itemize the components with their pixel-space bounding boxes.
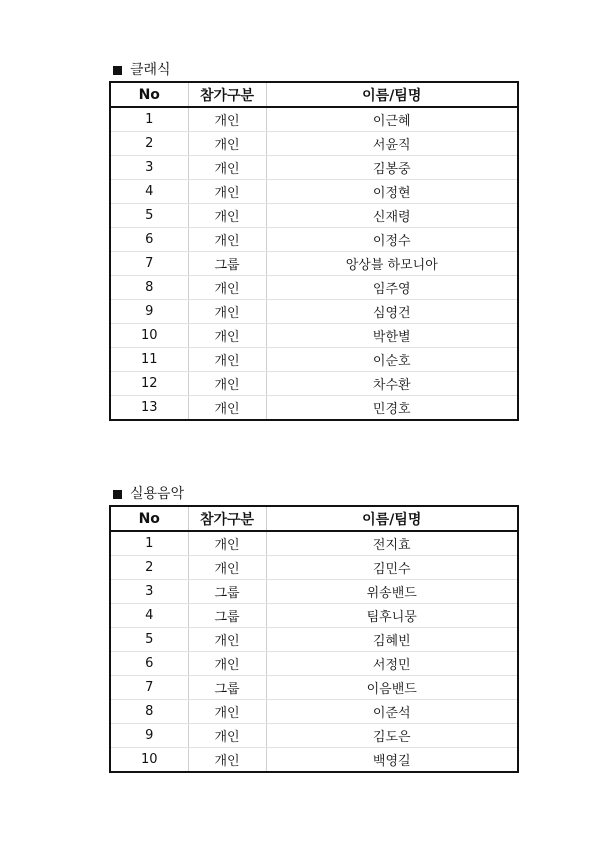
- table-row: [110, 628, 518, 652]
- section-title-classic: 클래식: [130, 62, 171, 78]
- table-row: [110, 531, 518, 556]
- section-heading-classic: [113, 60, 517, 80]
- column-header-no: No: [110, 506, 188, 531]
- cell-name: 이음밴드: [266, 676, 518, 700]
- cell-no: 10: [110, 748, 188, 773]
- cell-name: 심영건: [266, 300, 518, 324]
- cell-no: 4: [110, 604, 188, 628]
- cell-name: 김도은: [266, 724, 518, 748]
- cell-type: 그룹: [188, 604, 266, 628]
- cell-no: 8: [110, 276, 188, 300]
- cell-type: 개인: [188, 300, 266, 324]
- cell-type: 개인: [188, 204, 266, 228]
- cell-type: 개인: [188, 372, 266, 396]
- table-body-classic: [110, 107, 518, 420]
- column-header-type: 참가구분: [188, 506, 266, 531]
- cell-name: 민경호: [266, 396, 518, 421]
- cell-name: 김민수: [266, 556, 518, 580]
- cell-no: 3: [110, 580, 188, 604]
- cell-type: 그룹: [188, 252, 266, 276]
- cell-name: 임주영: [266, 276, 518, 300]
- table-header-row: [110, 82, 518, 107]
- cell-name: 서정민: [266, 652, 518, 676]
- cell-no: 2: [110, 556, 188, 580]
- cell-name: 팀후니뭉: [266, 604, 518, 628]
- table-row: [110, 748, 518, 773]
- table-row: [110, 580, 518, 604]
- cell-no: 4: [110, 180, 188, 204]
- cell-type: 그룹: [188, 580, 266, 604]
- cell-no: 1: [110, 531, 188, 556]
- participants-table-practical: [109, 505, 519, 773]
- table-row: [110, 180, 518, 204]
- cell-type: 개인: [188, 748, 266, 773]
- cell-name: 이순호: [266, 348, 518, 372]
- cell-name: 차수환: [266, 372, 518, 396]
- table-row: [110, 652, 518, 676]
- table-row: [110, 300, 518, 324]
- cell-name: 백영길: [266, 748, 518, 773]
- section-heading-practical: [113, 484, 517, 504]
- cell-type: 개인: [188, 700, 266, 724]
- cell-no: 3: [110, 156, 188, 180]
- cell-name: 앙상블 하모니아: [266, 252, 518, 276]
- cell-name: 서윤직: [266, 132, 518, 156]
- cell-no: 9: [110, 300, 188, 324]
- table-row: [110, 324, 518, 348]
- cell-type: 개인: [188, 107, 266, 132]
- table-row: [110, 604, 518, 628]
- cell-no: 2: [110, 132, 188, 156]
- practical-music-section: [109, 484, 517, 773]
- table-row: [110, 156, 518, 180]
- cell-no: 11: [110, 348, 188, 372]
- cell-name: 위송밴드: [266, 580, 518, 604]
- table-row: [110, 228, 518, 252]
- table-row: [110, 396, 518, 421]
- column-header-type: 참가구분: [188, 82, 266, 107]
- classic-section: [109, 60, 517, 421]
- cell-name: 신재령: [266, 204, 518, 228]
- cell-type: 개인: [188, 348, 266, 372]
- table-row: [110, 676, 518, 700]
- cell-type: 개인: [188, 531, 266, 556]
- cell-type: 개인: [188, 324, 266, 348]
- cell-name: 이근혜: [266, 107, 518, 132]
- column-header-name: 이름/팀명: [266, 506, 518, 531]
- table-row: [110, 107, 518, 132]
- table-row: [110, 372, 518, 396]
- cell-no: 5: [110, 628, 188, 652]
- table-header-row: [110, 506, 518, 531]
- table-row: [110, 724, 518, 748]
- cell-no: 10: [110, 324, 188, 348]
- cell-no: 7: [110, 252, 188, 276]
- cell-type: 개인: [188, 396, 266, 421]
- cell-no: 7: [110, 676, 188, 700]
- cell-type: 개인: [188, 724, 266, 748]
- table-row: [110, 276, 518, 300]
- cell-type: 개인: [188, 276, 266, 300]
- cell-no: 6: [110, 652, 188, 676]
- cell-type: 개인: [188, 652, 266, 676]
- black-square-bullet-icon: [113, 490, 122, 499]
- column-header-no: No: [110, 82, 188, 107]
- cell-name: 이정현: [266, 180, 518, 204]
- table-row: [110, 348, 518, 372]
- cell-no: 6: [110, 228, 188, 252]
- section-title-practical: 실용음악: [130, 486, 185, 502]
- cell-no: 1: [110, 107, 188, 132]
- cell-name: 이정수: [266, 228, 518, 252]
- table-row: [110, 252, 518, 276]
- cell-name: 김혜빈: [266, 628, 518, 652]
- cell-name: 박한별: [266, 324, 518, 348]
- cell-type: 개인: [188, 228, 266, 252]
- cell-no: 12: [110, 372, 188, 396]
- cell-name: 이준석: [266, 700, 518, 724]
- table-body-practical: [110, 531, 518, 772]
- cell-no: 8: [110, 700, 188, 724]
- cell-type: 개인: [188, 132, 266, 156]
- cell-name: 김봉중: [266, 156, 518, 180]
- column-header-name: 이름/팀명: [266, 82, 518, 107]
- cell-type: 개인: [188, 180, 266, 204]
- black-square-bullet-icon: [113, 66, 122, 75]
- table-row: [110, 132, 518, 156]
- cell-type: 그룹: [188, 676, 266, 700]
- cell-type: 개인: [188, 628, 266, 652]
- cell-no: 9: [110, 724, 188, 748]
- table-row: [110, 700, 518, 724]
- table-row: [110, 204, 518, 228]
- participants-table-classic: [109, 81, 519, 421]
- cell-name: 전지효: [266, 531, 518, 556]
- table-row: [110, 556, 518, 580]
- cell-type: 개인: [188, 556, 266, 580]
- cell-no: 5: [110, 204, 188, 228]
- cell-no: 13: [110, 396, 188, 421]
- cell-type: 개인: [188, 156, 266, 180]
